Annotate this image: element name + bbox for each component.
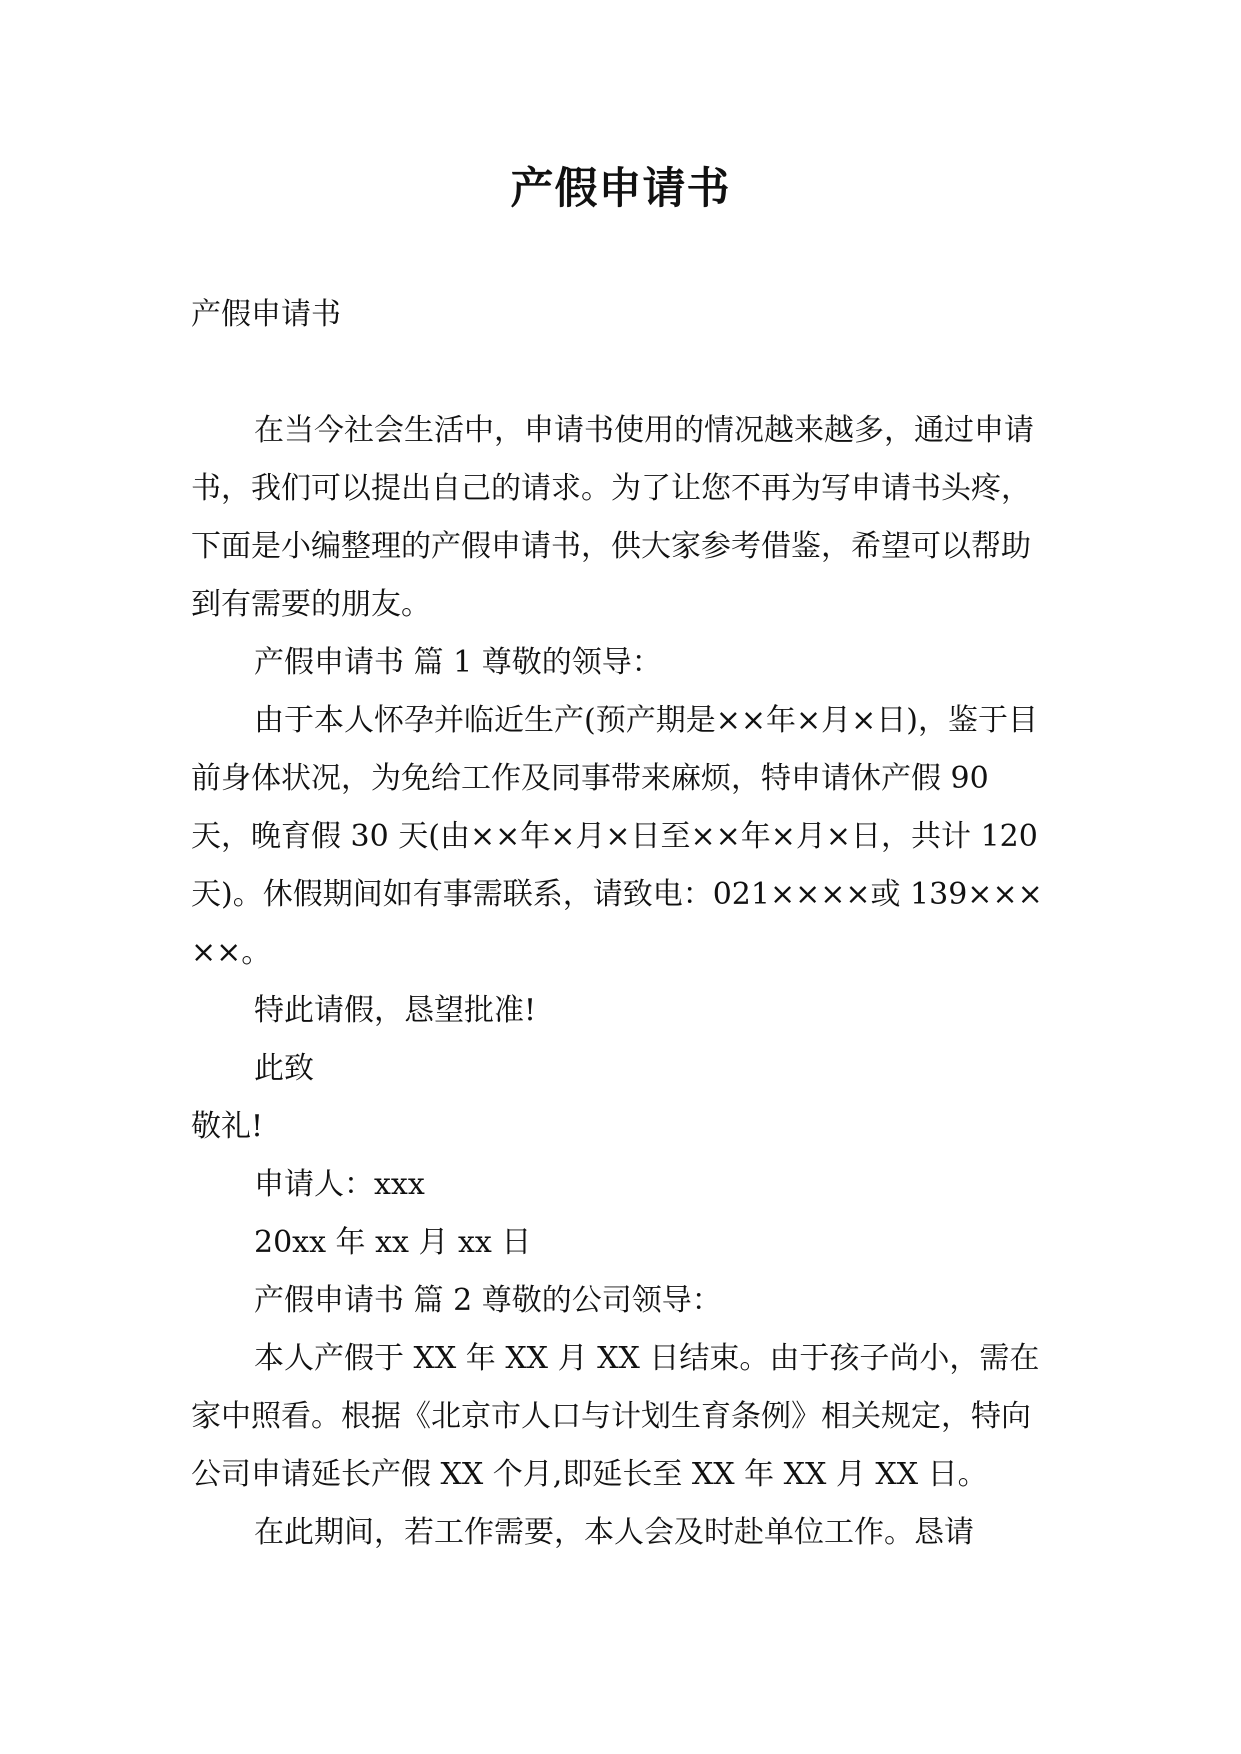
document-subtitle: 产假申请书: [191, 297, 341, 332]
intro-paragraph: 在当今社会生活中，申请书使用的情况越来越多，通过申请书，我们可以提出自己的请求。为了让您不再为写申请书头疼，下面是小编整理的产假申请书，供大家参考借鉴，希望可以帮助到有需要的朋友。: [191, 413, 1034, 622]
document-title: 产假申请书: [510, 164, 731, 214]
sample-2-request-partial: 在此期间，若工作需要，本人会及时赴单位工作。恳请: [254, 1515, 974, 1550]
sample-1-closing: 此致: [254, 1051, 314, 1086]
sample-1-salute: 敬礼!: [191, 1109, 264, 1144]
sample-2-body: 本人产假于 XX 年 XX 月 XX 日结束。由于孩子尚小，需在家中照看。根据《北京市人口与计划生育条例》相关规定，特向公司申请延长产假 XX 个月,即延长至 XX 年 XX 月 XX 日。: [191, 1341, 1040, 1492]
sample-1-heading: 产假申请书 篇 1 尊敬的领导：: [254, 645, 662, 680]
sample-1-date: 20xx 年 xx 月 xx 日: [254, 1225, 532, 1260]
sample-2-heading: 产假申请书 篇 2 尊敬的公司领导：: [254, 1283, 722, 1318]
sample-1-request: 特此请假，恳望批准!: [254, 993, 537, 1028]
document-body: [191, 286, 1051, 1562]
sample-1-body: 由于本人怀孕并临近生产(预产期是××年×月×日)，鉴于目前身体状况，为免给工作及同事带来麻烦，特申请休产假 90 天，晚育假 30 天(由××年×月×日至××年×月×日，共计 120 天)。休假期间如有事需联系，请致电：021××××或 139×××××。: [191, 703, 1043, 970]
sample-1-applicant: 申请人：xxx: [254, 1167, 425, 1202]
